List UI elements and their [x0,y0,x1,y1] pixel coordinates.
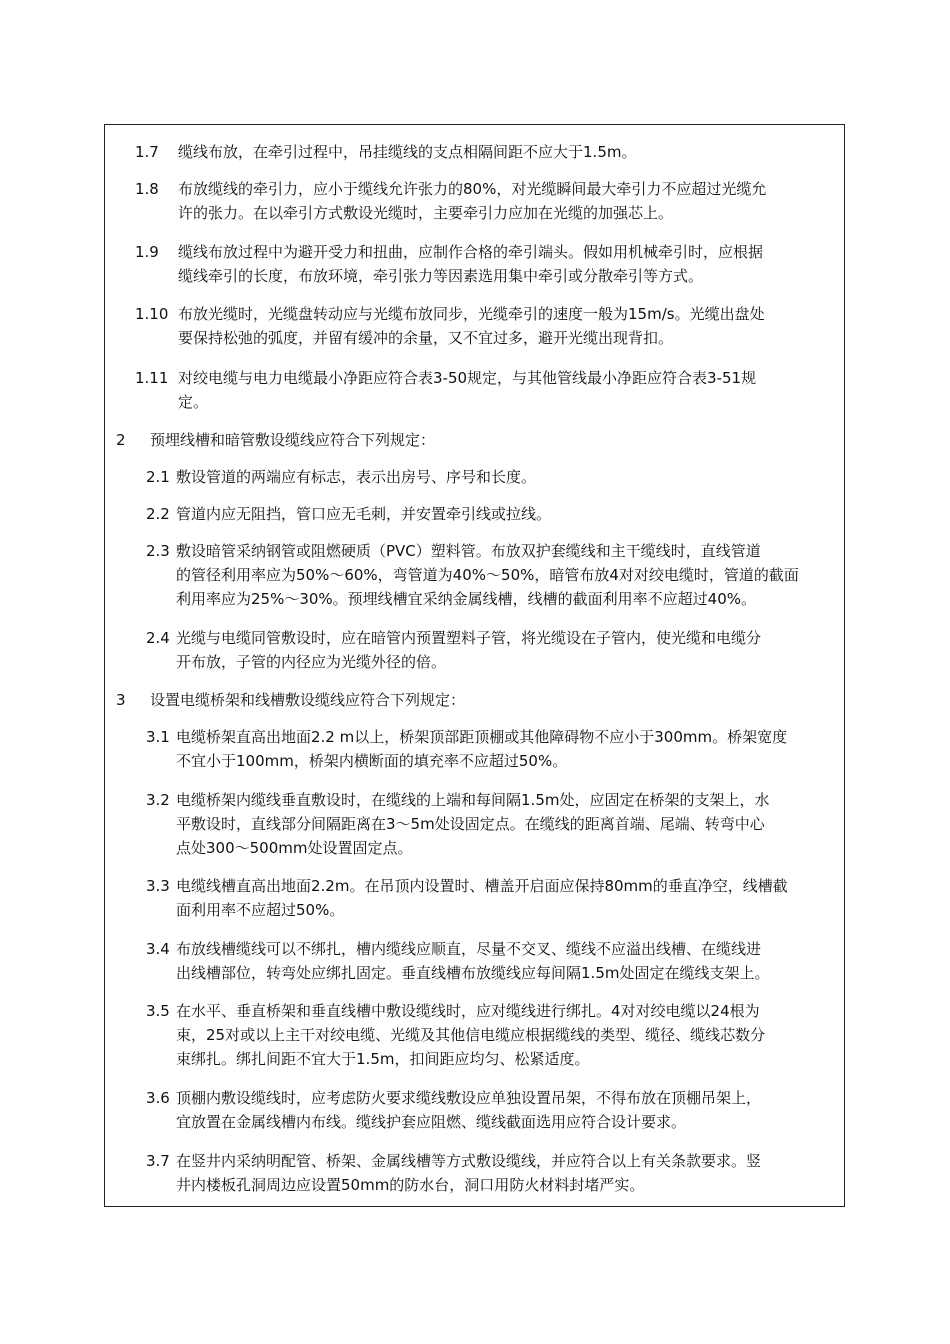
clause-1-7 [135,140,636,164]
clause-text-line: 不宜小于100mm，桥架内横断面的填充率不应超过50%。 [176,752,568,770]
clause-text-line: 宜放置在金属线槽内布线。缆线护套应阻燃、缆线截面选用应符合设计要求。 [176,1113,687,1131]
clause-text-line: 缆线牵引的长度，布放环境，牵引张力等因素选用集中牵引或分散牵引等方式。 [178,267,704,285]
clause-text-line: 电缆桥架直高出地面2.2 m以上，桥架顶部距顶棚或其他障碍物不应小于300mm。桥架宽度 [176,728,788,746]
clause-2-4 [146,626,761,674]
clause-text-line: 缆线布放过程中为避开受力和扭曲，应制作合格的牵引端头。假如用机械牵引时，应根据 [178,243,764,261]
clause-text-line: 布放缆线的牵引力，应小于缆线允许张力的80%，对光缆瞬间最大牵引力不应超过光缆允 [178,180,767,198]
clause-3-4 [146,937,769,985]
clause-number: 1.7 [135,143,159,161]
clause-text-line: 开布放，子管的内径应为光缆外径的倍。 [176,653,447,671]
clause-1-11 [135,366,756,414]
section-title: 预埋线槽和暗管敷设缆线应符合下列规定： [150,431,436,449]
clause-text-line: 布放光缆时，光缆盘转动应与光缆布放同步，光缆牵引的速度一般为15m/s。光缆出盘处 [178,305,765,323]
clause-text-line: 井内楼板孔洞周边应设置50mm的防水台，洞口用防火材料封堵严实。 [176,1176,645,1194]
clause-number: 2.2 [146,505,170,523]
clause-text-line: 管道内应无阻挡，管口应无毛刺，并安置牵引线或拉线。 [176,505,552,523]
clause-text-line: 利用率应为25%～30%。预埋线槽宜采纳金属线槽，线槽的截面利用率不应超过40%。 [176,590,757,608]
clause-number: 1.10 [135,305,169,323]
clause-text-line: 出线槽部位，转弯处应绑扎固定。垂直线槽布放缆线应每间隔1.5m处固定在缆线支架上。 [176,964,770,982]
clause-number: 3.3 [146,877,170,895]
clause-number: 3.2 [146,791,170,809]
clause-number: 3.6 [146,1089,170,1107]
section-number: 2 [116,431,126,449]
clause-text-line: 在水平、垂直桥架和垂直线槽中敷设缆线时，应对缆线进行绑扎。4对对绞电缆以24根为 [176,1002,760,1020]
clause-text-line: 要保持松弛的弧度，并留有缓冲的余量，又不宜过多，避开光缆出现背扣。 [178,329,674,347]
clause-text-line: 定。 [178,393,209,411]
clause-number: 1.8 [135,180,159,198]
clause-text-line: 在竖井内采纳明配管、桥架、金属线槽等方式敷设缆线，并应符合以上有关条款要求。竖 [176,1152,762,1170]
clause-text-line: 许的张力。在以牵引方式敷设光缆时，主要牵引力应加在光缆的加强芯上。 [178,204,674,222]
clause-2-2 [146,502,551,526]
clause-text-line: 束绑扎。绑扎间距不宜大于1.5m，扣间距应均匀、松紧适度。 [176,1050,590,1068]
clause-text-line: 的管径利用率应为50%～60%，弯管道为40%～50%，暗管布放4对对绞电缆时，管道的截面 [176,566,799,584]
clause-number: 1.11 [135,369,169,387]
clause-text-line: 平敷设时，直线部分间隔距离在3～5m处设固定点。在缆线的距离首端、尾端、转弯中心 [176,815,765,833]
clause-text-line: 敷设管道的两端应有标志，表示出房号、序号和长度。 [176,468,537,486]
section-2-heading [116,428,435,452]
clause-number: 3.7 [146,1152,170,1170]
section-title: 设置电缆桥架和线槽敷设缆线应符合下列规定： [150,691,466,709]
clause-number: 2.1 [146,468,170,486]
clause-text-line: 面利用率不应超过50%。 [176,901,345,919]
clause-number: 2.3 [146,542,170,560]
clause-3-3 [146,874,788,922]
clause-number: 1.9 [135,243,159,261]
clause-text-line: 对绞电缆与电力电缆最小净距应符合表3-50规定，与其他管线最小净距应符合表3-51规 [178,369,757,387]
clause-text-line: 顶棚内敷设缆线时，应考虑防火要求缆线敷设应单独设置吊架，不得布放在顶棚吊架上， [176,1089,762,1107]
clause-text-line: 布放线槽缆线可以不绑扎，槽内缆线应顺直，尽量不交叉、缆线不应溢出线槽、在缆线进 [176,940,762,958]
clause-1-10 [135,302,765,350]
clause-3-6 [146,1086,761,1134]
clause-number: 3.4 [146,940,170,958]
clause-1-8 [135,177,766,225]
clause-number: 3.1 [146,728,170,746]
clause-3-1 [146,725,787,773]
clause-number: 3.5 [146,1002,170,1020]
clause-2-3 [146,539,799,611]
clause-1-9 [135,240,763,288]
clause-3-5 [146,999,765,1071]
clause-text-line: 电缆线槽直高出地面2.2m。在吊顶内设置时、槽盖开启面应保持80mm的垂直净空，线槽截 [176,877,788,895]
clause-text-line: 点处300～500mm处设置固定点。 [176,839,413,857]
section-number: 3 [116,691,126,709]
clause-number: 2.4 [146,629,170,647]
section-3-heading [116,688,465,712]
clause-3-7 [146,1149,761,1197]
clause-text-line: 束，25对或以上主干对绞电缆、光缆及其他信电缆应根据缆线的类型、缆径、缆线芯数分 [176,1026,766,1044]
clause-3-2 [146,788,769,860]
clause-2-1 [146,465,536,489]
clause-text-line: 缆线布放，在牵引过程中，吊挂缆线的支点相隔间距不应大于1.5m。 [178,143,637,161]
clause-text-line: 电缆桥架内缆线垂直敷设时，在缆线的上端和每间隔1.5m处，应固定在桥架的支架上，水 [176,791,770,809]
clause-text-line: 光缆与电缆同管敷设时，应在暗管内预置塑料子管，将光缆设在子管内，使光缆和电缆分 [176,629,762,647]
clause-text-line: 敷设暗管采纳钢管或阻燃硬质（PVC）塑料管。布放双护套缆线和主干缆线时，直线管道 [176,542,761,560]
